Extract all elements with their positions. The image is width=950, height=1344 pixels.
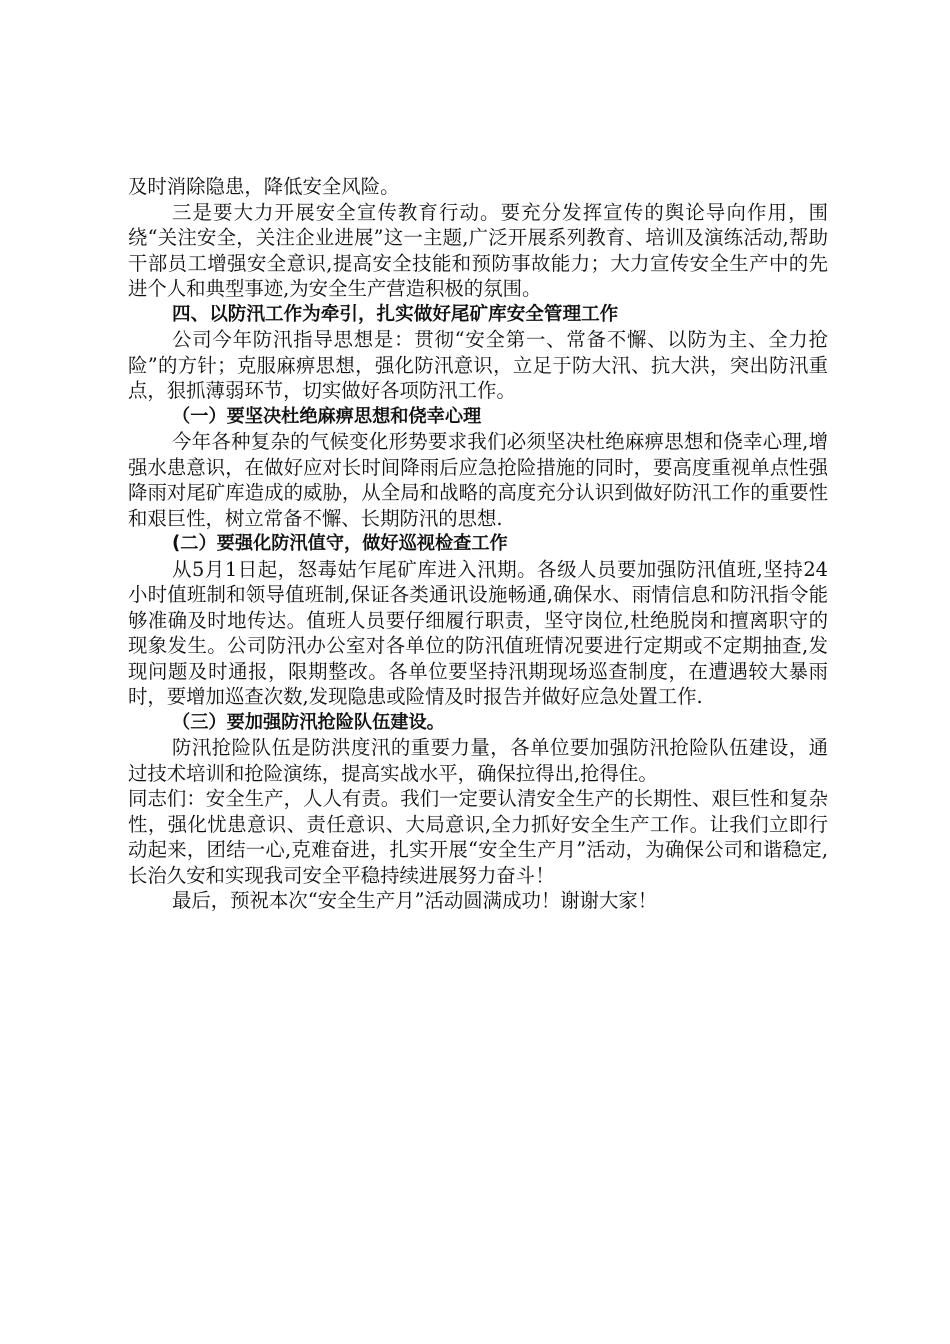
subheading-rescue-team: （三）要加强防汛抢险队伍建设。	[172, 711, 445, 733]
subheading-duty-inspection: (二）要强化防汛值守，做好巡视检查工作	[172, 533, 508, 554]
paragraph-weather-awareness: 今年各种复杂的气候变化形势要求我们必须坚决杜绝麻痹思想和侥幸心理,增强水患意识，在做好应对长时间降雨后应急抢险措施的同时，要高度重视单点性强降雨对尾矿库造成的威胁，从全局和战略的高度充分认识到做好防汛工作的重要性和艰巨性，树立常备不懈、长期防汛的思想.	[128, 430, 828, 530]
paragraph-risk-elimination: 及时消除隐患，降低安全风险。	[128, 175, 400, 198]
paragraph-safety-publicity: 三是要大力开展安全宣传教育行动。要充分发挥宣传的舆论导向作用，围绕“关注安全，关注企业进展”这一主题,广泛开展系列教育、培训及演练活动,帮助干部员工增强安全意识,提高安全技能和预防事故能力；大力宣传安全生产中的先进个人和典型事迹,为安全生产营造积极的氛围。	[128, 200, 828, 300]
paragraph-flood-season-duty: 从5月1日起，怒毒姑乍尾矿库进入汛期。各级人员要加强防汛值班,坚持24小时值班制和领导值班制,保证各类通讯设施畅通,确保水、雨情信息和防汛指令能够准确及时地传达。值班人员要仔细履行职责，坚守岗位,杜绝脱岗和擅离职守的现象发生。公司防汛办公室对各单位的防汛值班情况要进行定期或不定期抽查,发现问题及时通报，限期整改。各单位要坚持汛期现场巡查制度，在遭遇较大暴雨时，要增加巡查次数,发现隐患或险情及时报告并做好应急处置工作.	[128, 557, 828, 708]
section-heading-flood-control: 四、以防汛工作为牵引，扎实做好尾矿库安全管理工作	[172, 303, 619, 325]
paragraph-rescue-team: 防汛抢险队伍是防洪度汛的重要力量，各单位要加强防汛抢险队伍建设，通过技术培训和抢险演练，提高实战水平，确保拉得出,抢得住。	[128, 736, 828, 785]
document-body	[128, 174, 828, 914]
paragraph-closing-call: 同志们：安全生产，人人有责。我们一定要认清安全生产的长期性、艰巨性和复杂性，强化忧患意识、责任意识、大局意识,全力抓好安全生产工作。让我们立即行动起来，团结一心,克难奋进，扎实开展“安全生产月”活动，为确保公司和谐稳定,长治久安和实现我司安全平稳持续进展努力奋斗！	[128, 787, 828, 887]
paragraph-flood-guideline: 公司今年防汛指导思想是：贯彻“安全第一、常备不懈、以防为主、全力抢险”的方针；克服麻痹思想，强化防汛意识，立足于防大汛、抗大洪，突出防汛重点，狠抓薄弱环节，切实做好各项防汛工作。	[128, 328, 828, 402]
subheading-eliminate-complacency: （一）要坚决杜绝麻痹思想和侥幸心理	[172, 405, 482, 427]
paragraph-final-wishes: 最后，预祝本次“安全生产月”活动圆满成功！谢谢大家！	[172, 889, 658, 912]
